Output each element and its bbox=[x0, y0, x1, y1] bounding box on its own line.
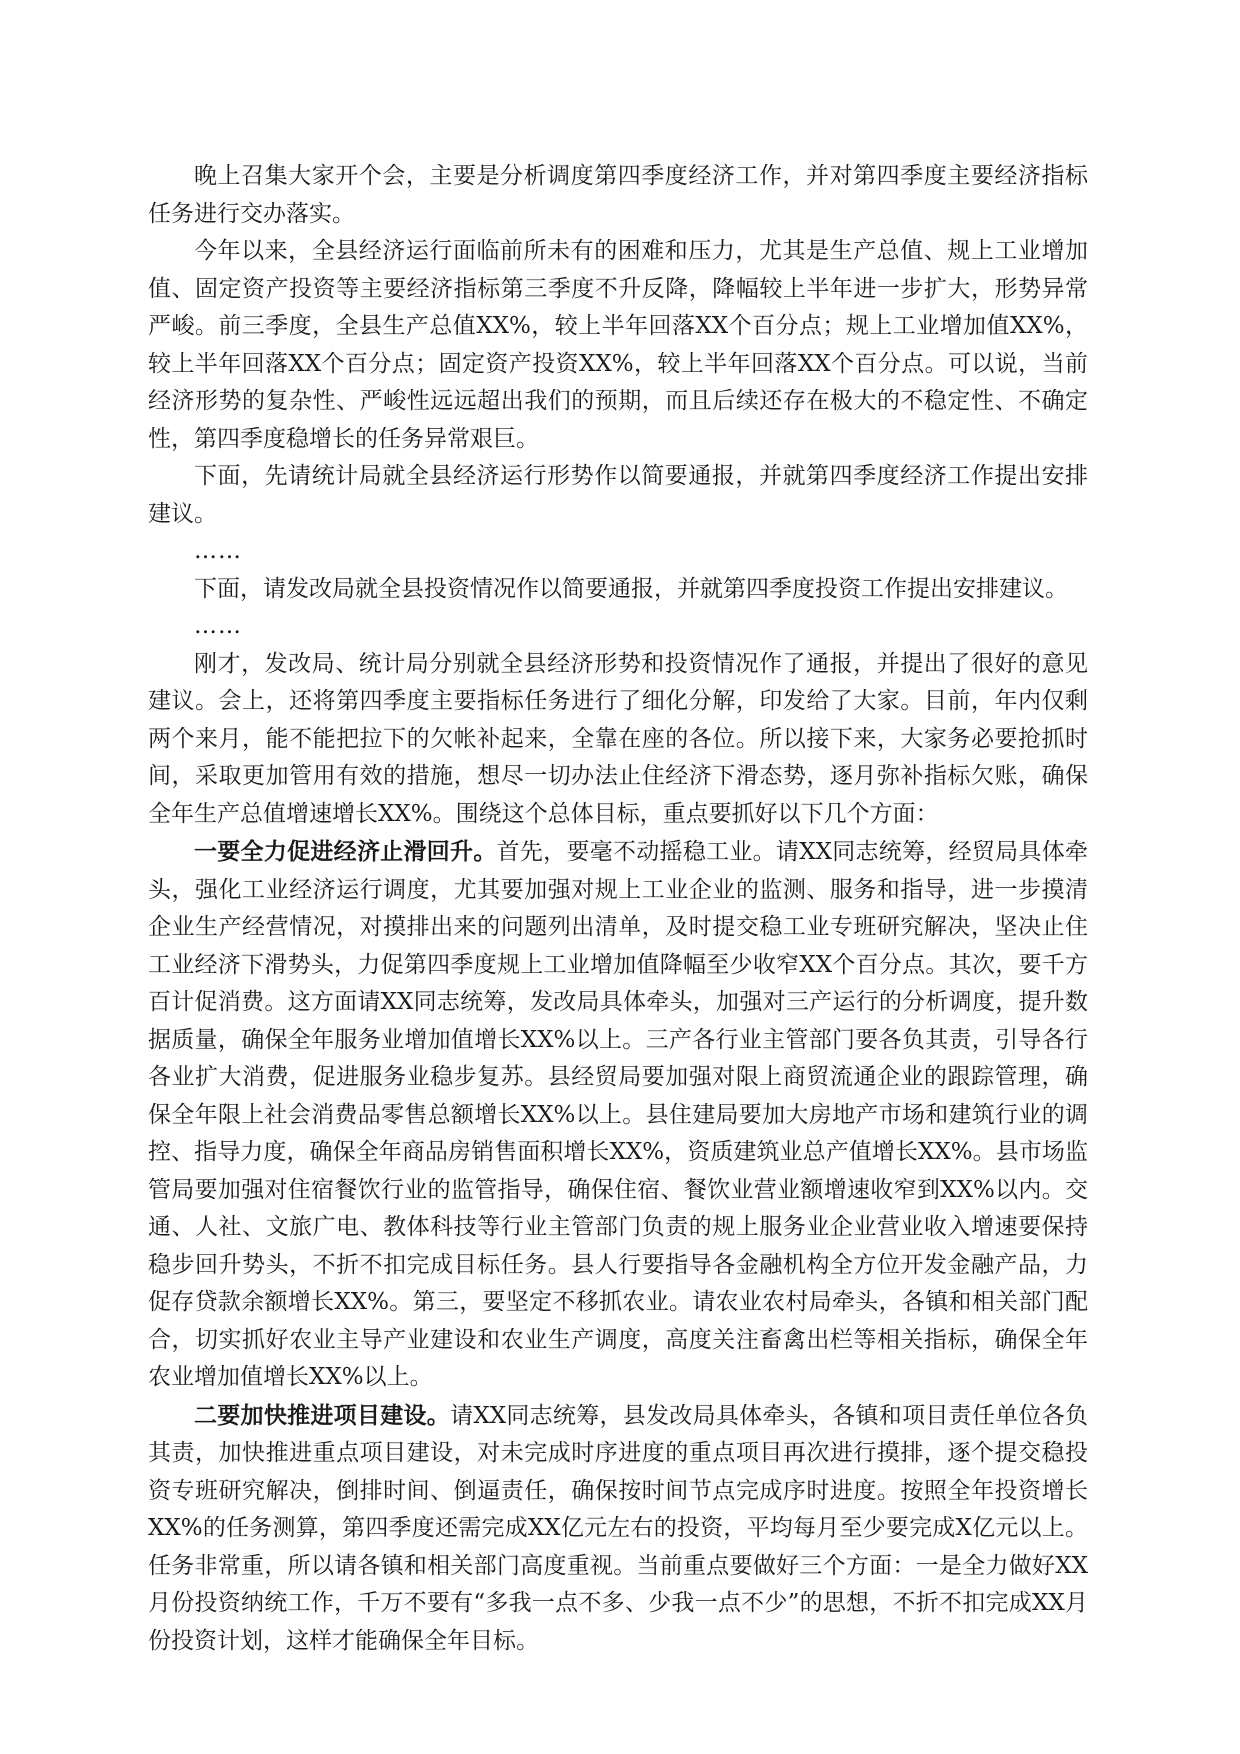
document-body bbox=[148, 158, 1088, 1660]
paragraph-point-one: 一要全力促进经济止滑回升。首先，要毫不动摇稳工业。请XX同志统筹，经贸局具体牵头，强化工业经济运行调度，尤其要加强对规上工业企业的监测、服务和指导，进一步摸清企业生产经营情况，对摸排出来的问题列出清单，及时提交稳工业专班研究解决，坚决止住工业经济下滑势头，力促第四季度规上工业增加值降幅至少收窄XX个百分点。其次，要千方百计促消费。这方面请XX同志统筹，发改局具体牵头，加强对三产运行的分析调度，提升数据质量，确保全年服务业增加值增长XX%以上。三产各行业主管部门要各负其责，引导各行各业扩大消费，促进服务业稳步复苏。县经贸局要加强对限上商贸流通企业的跟踪管理，确保全年限上社会消费品零售总额增长XX%以上。县住建局要加大房地产市场和建筑行业的调控、指导力度，确保全年商品房销售面积增长XX%，资质建筑业总产值增长XX%。县市场监管局要加强对住宿餐饮行业的监管指导，确保住宿、餐饮业营业额增速收窄到XX%以内。交通、人社、文旅广电、教体科技等行业主管部门负责的规上服务业企业营业收入增速要保持稳步回升势头，不折不扣完成目标任务。县人行要指导各金融机构全方位开发金融产品，力促存贷款余额增长XX%。第三，要坚定不移抓农业。请农业农村局牵头，各镇和相关部门配合，切实抓好农业主导产业建设和农业生产调度，高度关注畜禽出栏等相关指标，确保全年农业增加值增长XX%以上。 bbox=[148, 838, 1089, 1390]
paragraph-point-two: 二要加快推进项目建设。请XX同志统筹，县发改局具体牵头，各镇和项目责任单位各负其责，加快推进重点项目建设，对未完成时序进度的重点项目再次进行摸排，逐个提交稳投资专班研究解决，倒排时间、倒逼责任，确保按时间节点完成序时进度。按照全年投资增长XX%的任务测算，第四季度还需完成XX亿元左右的投资，平均每月至少要完成X亿元以上。任务非常重，所以请各镇和相关部门高度重视。当前重点要做好三个方面：一是全力做好XX月份投资纳统工作，千万不要有“多我一点不多、少我一点不少”的思想，不折不扣完成XX月份投资计划，这样才能确保全年目标。 bbox=[148, 1401, 1089, 1654]
paragraph-investment-request: 下面，请发改局就全县投资情况作以简要通报，并就第四季度投资工作提出安排建议。 bbox=[194, 575, 1068, 602]
paragraph-ellipsis: …… bbox=[194, 613, 242, 639]
paragraph-summary: 刚才，发改局、统计局分别就全县经济形势和投资情况作了通报，并提出了很好的意见建议。会上，还将第四季度主要指标任务进行了细化分解，印发给了大家。目前，年内仅剩两个来月，能不能把拉下的欠帐补起来，全靠在座的各位。所以接下来，大家务必要抢抓时间，采取更加管用有效的措施，想尽一切办法止住经济下滑态势，逐月弥补指标欠账，确保全年生产总值增速增长XX%。围绕这个总体目标，重点要抓好以下几个方面： bbox=[148, 650, 1088, 827]
paragraph-ellipsis: …… bbox=[194, 538, 242, 564]
paragraph-opening: 晚上召集大家开个会，主要是分析调度第四季度经济工作，并对第四季度主要经济指标任务进行交办落实。 bbox=[148, 163, 1088, 227]
point-one-heading: 一要全力促进经济止滑回升。 bbox=[194, 838, 497, 865]
paragraph-situation: 今年以来，全县经济运行面临前所未有的困难和压力，尤其是生产总值、规上工业增加值、固定资产投资等主要经济指标第三季度不升反降，降幅较上半年进一步扩大，形势异常严峻。前三季度，全县生产总值XX%，较上半年回落XX个百分点；规上工业增加值XX%，较上半年回落XX个百分点；固定资产投资XX%，较上半年回落XX个百分点。可以说，当前经济形势的复杂性、严峻性远远超出我们的预期，而且后续还存在极大的不稳定性、不确定性，第四季度稳增长的任务异常艰巨。 bbox=[148, 238, 1088, 452]
point-two-heading: 二要加快推进项目建设。 bbox=[194, 1401, 451, 1429]
paragraph-statistics-request: 下面，先请统计局就全县经济运行形势作以简要通报，并就第四季度经济工作提出安排建议。 bbox=[148, 463, 1088, 527]
